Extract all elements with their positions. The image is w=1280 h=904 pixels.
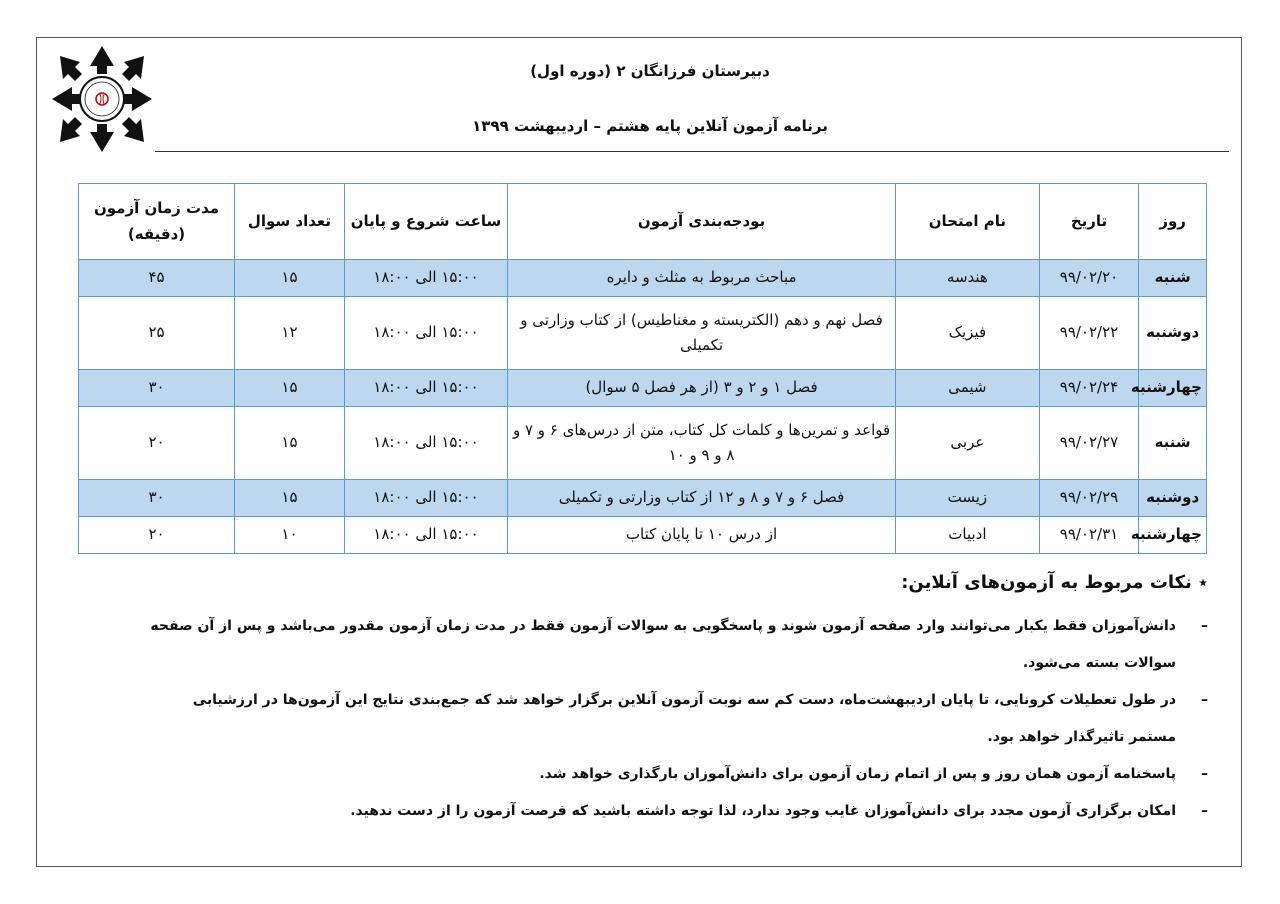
duration-cell: ۲۰ <box>79 517 235 554</box>
note-text: در طول تعطیلات کرونایی، تا پایان اردیبهشت‌ماه، دست کم سه نوبت آزمون آنلاین برگزار خواهد شد که جمع‌بندی نتایج این آزمون‌ها در ارزشیابی مستمر تاثیرگذار خواهد بود. <box>192 692 1176 745</box>
time-cell: ۱۵:۰۰ الی ۱۸:۰۰ <box>344 517 507 554</box>
budget-cell: فصل ۶ و ۷ و ۸ و ۱۲ از کتاب وزارتی و تکمیلی <box>508 480 896 517</box>
date-cell: ۹۹/۰۲/۲۰ <box>1039 260 1139 297</box>
question-count-cell: ۱۰ <box>235 517 345 554</box>
day-cell: شنبه <box>1139 260 1207 297</box>
budget-cell: قواعد و تمرین‌ها و کلمات کل کتاب، متن از درس‌های ۶ و ۷ و ۸ و ۹ و ۱۰ <box>508 407 896 480</box>
exam-name-cell: ادبیات <box>896 517 1040 554</box>
column-header: بودجه‌بندی آزمون <box>508 184 896 260</box>
day-cell: شنبه <box>1139 407 1207 480</box>
time-cell: ۱۵:۰۰ الی ۱۸:۰۰ <box>344 297 507 370</box>
table-row <box>79 517 1207 554</box>
date-cell: ۹۹/۰۲/۲۴ <box>1039 370 1139 407</box>
note-item <box>150 756 1208 793</box>
question-count-cell: ۱۵ <box>235 260 345 297</box>
notes-list <box>150 608 1208 830</box>
note-item <box>150 793 1208 830</box>
time-cell: ۱۵:۰۰ الی ۱۸:۰۰ <box>344 370 507 407</box>
table-row <box>79 480 1207 517</box>
school-name: دبیرستان فرزانگان ۲ (دوره اول) <box>530 62 770 80</box>
note-item <box>150 608 1208 682</box>
column-header: ساعت شروع و پایان <box>344 184 507 260</box>
time-cell: ۱۵:۰۰ الی ۱۸:۰۰ <box>344 407 507 480</box>
day-cell: دوشنبه <box>1139 297 1207 370</box>
dash-bullet: – <box>1201 803 1208 819</box>
duration-cell: ۳۰ <box>79 480 235 517</box>
exam-name-cell: هندسه <box>896 260 1040 297</box>
notes-title: ٭ نکات مربوط به آزمون‌های آنلاین: <box>901 572 1208 593</box>
column-header: روز <box>1139 184 1207 260</box>
budget-cell: از درس ۱۰ تا پایان کتاب <box>508 517 896 554</box>
note-text: امکان برگزاری آزمون مجدد برای دانش‌آموزان غایب وجود ندارد، لذا توجه داشته باشید که فرصت آزمون را از دست ندهید. <box>350 803 1176 819</box>
exam-name-cell: فیزیک <box>896 297 1040 370</box>
duration-cell: ۲۰ <box>79 407 235 480</box>
exam-name-cell: عربی <box>896 407 1040 480</box>
date-cell: ۹۹/۰۲/۲۹ <box>1039 480 1139 517</box>
dash-bullet: – <box>1201 618 1208 634</box>
budget-cell: فصل ۱ و ۲ و ۳ (از هر فصل ۵ سوال) <box>508 370 896 407</box>
note-text: پاسخنامه آزمون همان روز و پس از اتمام زمان آزمون برای دانش‌آموزان بارگذاری خواهد شد. <box>539 766 1176 782</box>
exam-name-cell: زیست <box>896 480 1040 517</box>
day-cell: دوشنبه <box>1139 480 1207 517</box>
duration-cell: ۳۰ <box>79 370 235 407</box>
day-cell: چهارشنبه <box>1139 517 1207 554</box>
dash-bullet: – <box>1201 692 1208 708</box>
note-item <box>150 682 1208 756</box>
table-row <box>79 407 1207 480</box>
budget-cell: فصل نهم و دهم (الکتریسته و مغناطیس) از کتاب وزارتی و تکمیلی <box>508 297 896 370</box>
note-text: دانش‌آموزان فقط یکبار می‌توانند وارد صفحه آزمون شوند و پاسخگویی به سوالات آزمون فقط در مدت زمان آزمون مقدور می‌باشد و پس از آن صفحه سوالات بسته می‌شود. <box>150 618 1176 671</box>
table-row <box>79 370 1207 407</box>
exam-name-cell: شیمی <box>896 370 1040 407</box>
question-count-cell: ۱۵ <box>235 407 345 480</box>
time-cell: ۱۵:۰۰ الی ۱۸:۰۰ <box>344 260 507 297</box>
column-header: تعداد سوال <box>235 184 345 260</box>
header-divider <box>155 151 1229 152</box>
budget-cell: مباحث مربوط به مثلث و دایره <box>508 260 896 297</box>
exam-schedule-table <box>78 183 1207 554</box>
day-cell: چهارشنبه <box>1139 370 1207 407</box>
table-row <box>79 260 1207 297</box>
column-header: مدت زمان آزمون (دقیقه) <box>79 184 235 260</box>
duration-cell: ۴۵ <box>79 260 235 297</box>
table-row <box>79 297 1207 370</box>
duration-cell: ۲۵ <box>79 297 235 370</box>
time-cell: ۱۵:۰۰ الی ۱۸:۰۰ <box>344 480 507 517</box>
date-cell: ۹۹/۰۲/۲۷ <box>1039 407 1139 480</box>
column-header: نام امتحان <box>896 184 1040 260</box>
table-header-row <box>79 184 1207 260</box>
schedule-title: برنامه آزمون آنلاین پایه هشتم – اردیبهشت ۱۳۹۹ <box>472 117 828 135</box>
date-cell: ۹۹/۰۲/۲۲ <box>1039 297 1139 370</box>
question-count-cell: ۱۵ <box>235 370 345 407</box>
school-logo <box>50 44 154 154</box>
date-cell: ۹۹/۰۲/۳۱ <box>1039 517 1139 554</box>
question-count-cell: ۱۲ <box>235 297 345 370</box>
question-count-cell: ۱۵ <box>235 480 345 517</box>
dash-bullet: – <box>1201 766 1208 782</box>
column-header: تاریخ <box>1039 184 1139 260</box>
